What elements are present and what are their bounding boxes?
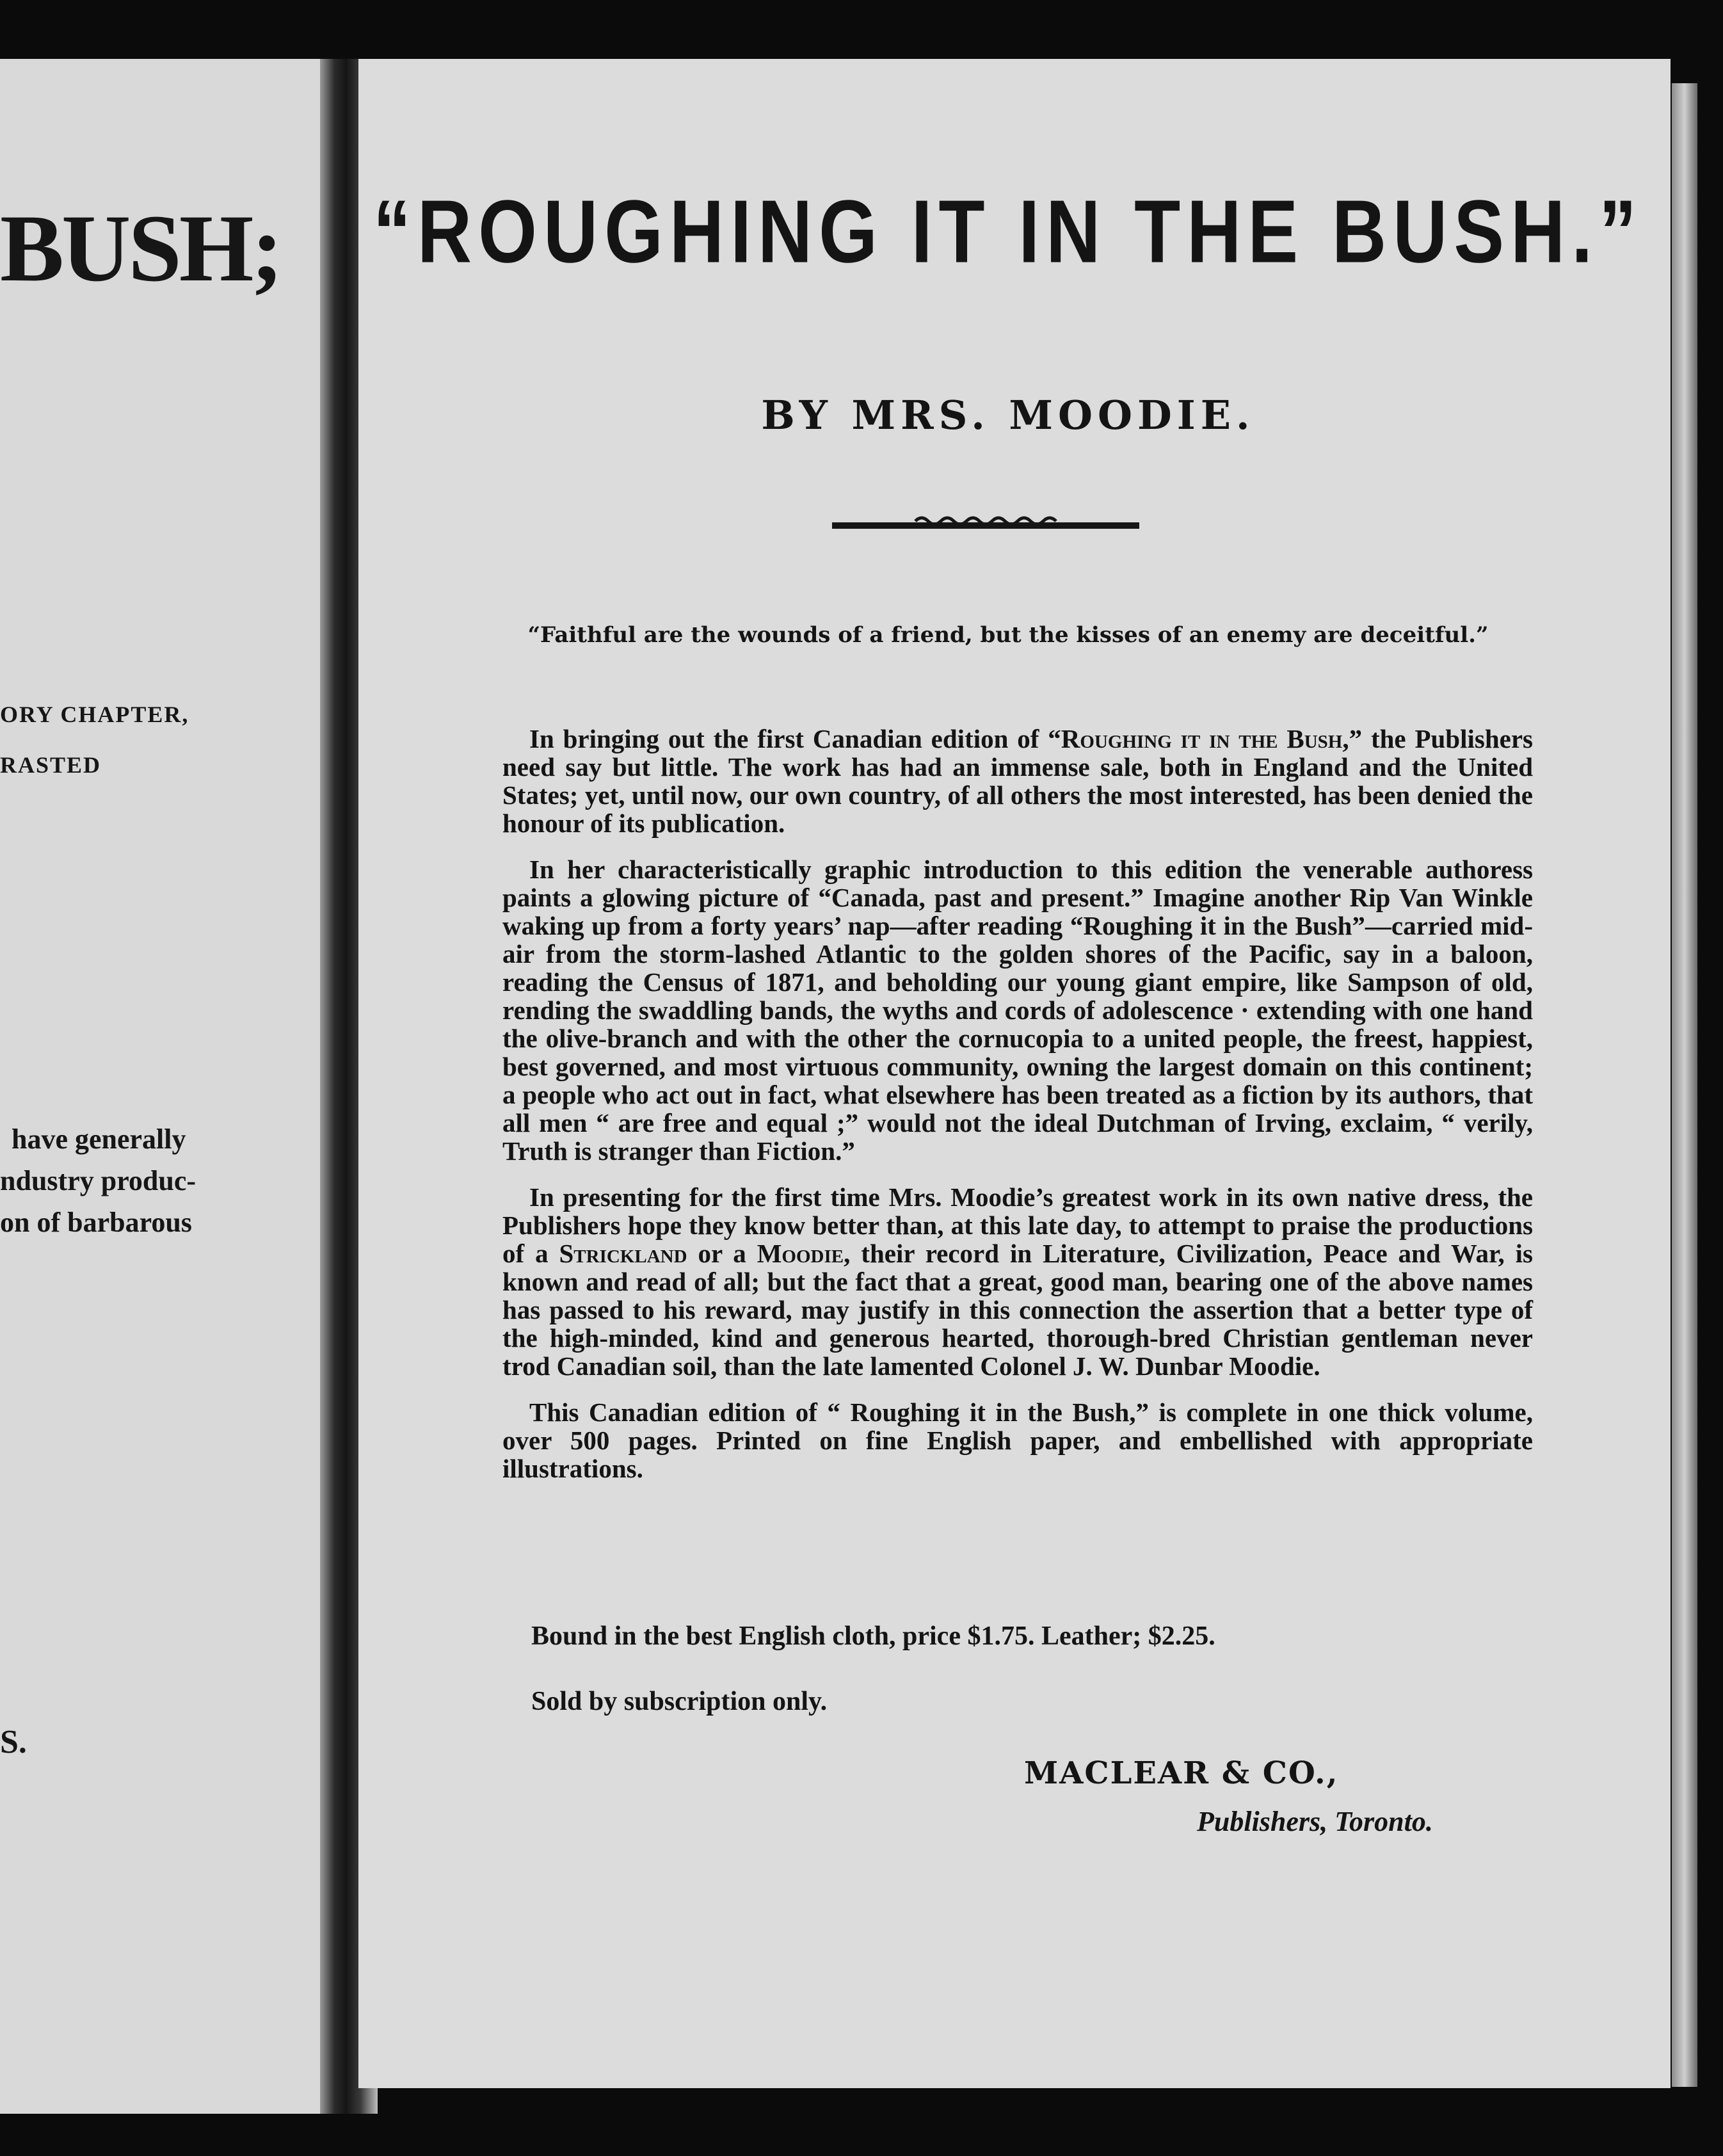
epigraph-quote: “Faithful are the wounds of a friend, but the kisses of an enemy are deceitful.” xyxy=(527,622,1489,648)
name-moodie: Moodie xyxy=(757,1239,844,1268)
previous-page-line-2: ndustry produc- xyxy=(0,1165,196,1196)
page-edge xyxy=(1672,83,1697,2087)
paragraph-presenting xyxy=(502,1183,1533,1380)
publisher-location: Publishers, Toronto. xyxy=(1197,1806,1433,1837)
sold-by-subscription-line: Sold by subscription only. xyxy=(531,1687,828,1716)
paragraph-presenting-text-a: In presenting for the first time Mrs. Moodie’s greatest work in its own native dress, the Publishers hope they know better than, at this late day, to attempt to praise the productions of a xyxy=(502,1182,1533,1268)
paragraph-edition-details: This Canadian edition of “ Roughing it in the Bush,” is complete in one thick volume, over 500 pages. Printed on fine English paper, and embellished with appropriate illustrations. xyxy=(502,1397,1533,1483)
paragraph-introduction-description: In her characteristically graphic introduction to this edition the venerable authoress paints a glowing picture of “Canada, past and present.” Imagine another Rip Van Winkle waking up from a forty years’ nap—after reading “Roughing it in the Bush”—carried mid-air from the storm-lashed Atlantic to the golden shores of the Pacific, say in a baloon, reading the Census of 1871, and beholding our young giant empire, like Sampson of old, rending the swaddling bands, the wyths and cords of adolescence · extending with one hand the olive-branch and with the other the cornucopia to a united people, the freest, happiest, best governed, and most virtuous community, owning the largest domain on this continent; a people who act out in fact, what elsewhere has been treated as a fiction by its authors, that all men “ are free and equal ;” would not the ideal Dutchman of Irving, exclaim, “ verily, Truth is stranger than Fiction.” xyxy=(502,855,1533,1166)
previous-page-line-3: on of barbarous xyxy=(0,1207,192,1238)
paragraph-intro xyxy=(502,725,1533,837)
paragraph-intro-book-title: Roughing it in the Bush xyxy=(1061,724,1343,753)
author-byline: BY MRS. MOODIE. xyxy=(761,392,1255,438)
previous-page-line-rasted: RASTED xyxy=(0,752,102,778)
previous-page-line-4: S. xyxy=(0,1724,27,1760)
paragraph-presenting-or: or a xyxy=(687,1239,757,1268)
name-strickland: Strickland xyxy=(559,1239,687,1268)
advertisement-page xyxy=(358,59,1671,2088)
previous-page-title-fragment: BUSH; xyxy=(0,195,281,302)
previous-page-line-chapter: ORY CHAPTER, xyxy=(0,702,189,727)
page-title: “ROUGHING IT IN THE BUSH.” xyxy=(373,182,1644,282)
previous-page-fragment xyxy=(0,59,333,2114)
body-text xyxy=(502,725,1533,1500)
ornament-rule-divider xyxy=(832,512,1139,538)
paragraph-intro-text-a: In bringing out the first Canadian edition of “ xyxy=(529,724,1061,753)
publisher-name: MACLEAR & CO., xyxy=(1024,1755,1339,1791)
paragraph-presenting-text-b: , their record in Literature, Civilization, Peace and War, is known and read of all; but the fact that a great, good man, bearing one of the above names has passed to his reward, may justify in this connection the assertion that a better type of the high-minded, kind and generous hearted, thorough-bred Christian gentleman never trod Canadian soil, than the late lamented Colonel J. W. Dunbar Moodie. xyxy=(502,1239,1534,1381)
price-line: Bound in the best English cloth, price $1.75. Leather; $2.25. xyxy=(531,1621,1215,1651)
previous-page-line-1: have generally xyxy=(12,1123,186,1155)
paragraph-intro-text-b: ,” the Publishers need say but little. The work has had an immense sale, both in England and the United States; yet, until now, our own country, of all others the most interested, has been denied the honour of its publication. xyxy=(502,724,1533,838)
